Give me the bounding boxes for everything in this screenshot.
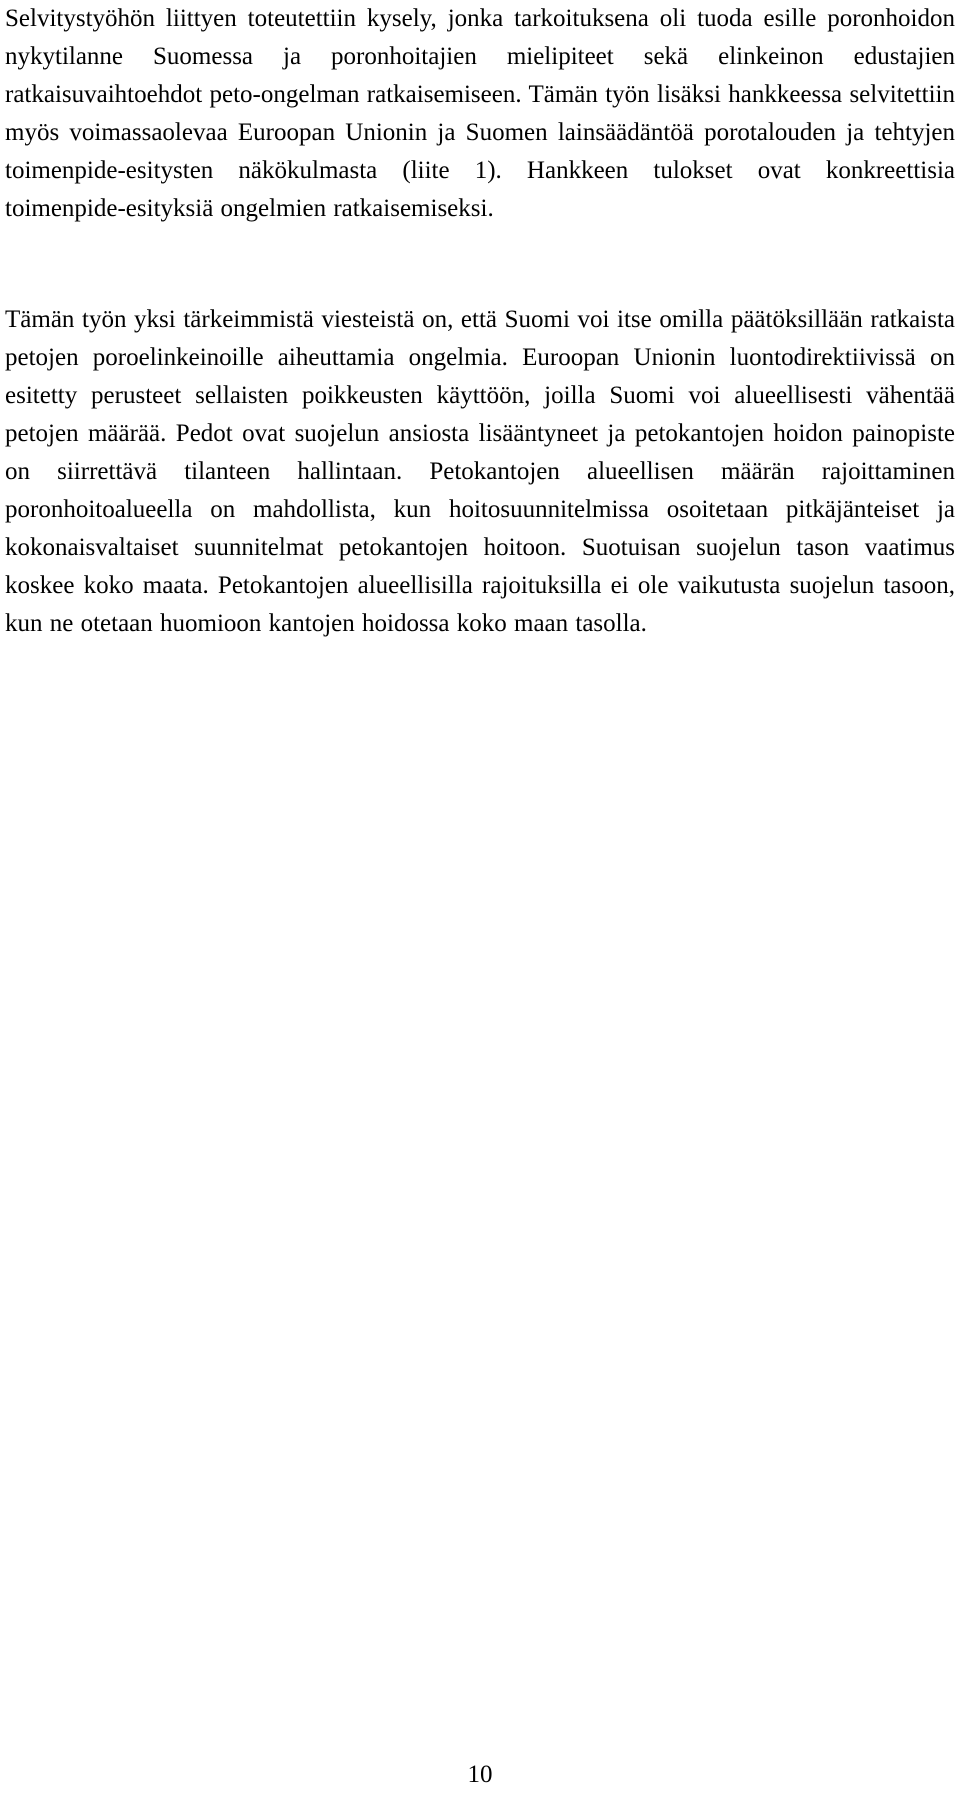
document-page: [5, 0, 955, 1801]
body-paragraph-1: Selvitystyöhön liittyen toteutettiin kysely, jonka tarkoituksena oli tuoda esille poronhoidon nykytilanne Suomessa ja poronhoitajien mielipiteet sekä elinkeinon edustajien ratkaisuvaihtoehdot peto-ongelman ratkaisemiseen. Tämän työn lisäksi hankkeessa selvitettiin myös voimassaolevaa Euroopan Unionin ja Suomen lainsäädäntöä porotalouden ja tehtyjen toimenpide-esitysten näkökulmasta (liite 1). Hankkeen tulokset ovat konkreettisia toimenpide-esityksiä ongelmien ratkaisemiseksi.: [5, 5, 955, 222]
page-number: 10: [467, 1761, 493, 1788]
body-paragraph-2: Tämän työn yksi tärkeimmistä viesteistä on, että Suomi voi itse omilla päätöksillään ratkaista petojen poroelinkeinoille aiheuttamia ongelmia. Euroopan Unionin luontodirektiivissä on esitetty perusteet sellaisten poikkeusten käyttöön, joilla Suomi voi alueellisesti vähentää petojen määrää. Pedot ovat suojelun ansiosta lisääntyneet ja petokantojen hoidon painopiste on siirrettävä tilanteen hallintaan. Petokantojen alueellisen määrän rajoittaminen poronhoitoalueella on mahdollista, kun hoitosuunnitelmissa osoitetaan pitkäjänteiset ja kokonaisvaltaiset suunnitelmat petokantojen hoitoon. Suotuisan suojelun tason vaatimus koskee koko maata. Petokantojen alueellisilla rajoituksilla ei ole vaikutusta suojelun tasoon, kun ne otetaan huomioon kantojen hoidossa koko maan tasolla.: [5, 306, 955, 637]
